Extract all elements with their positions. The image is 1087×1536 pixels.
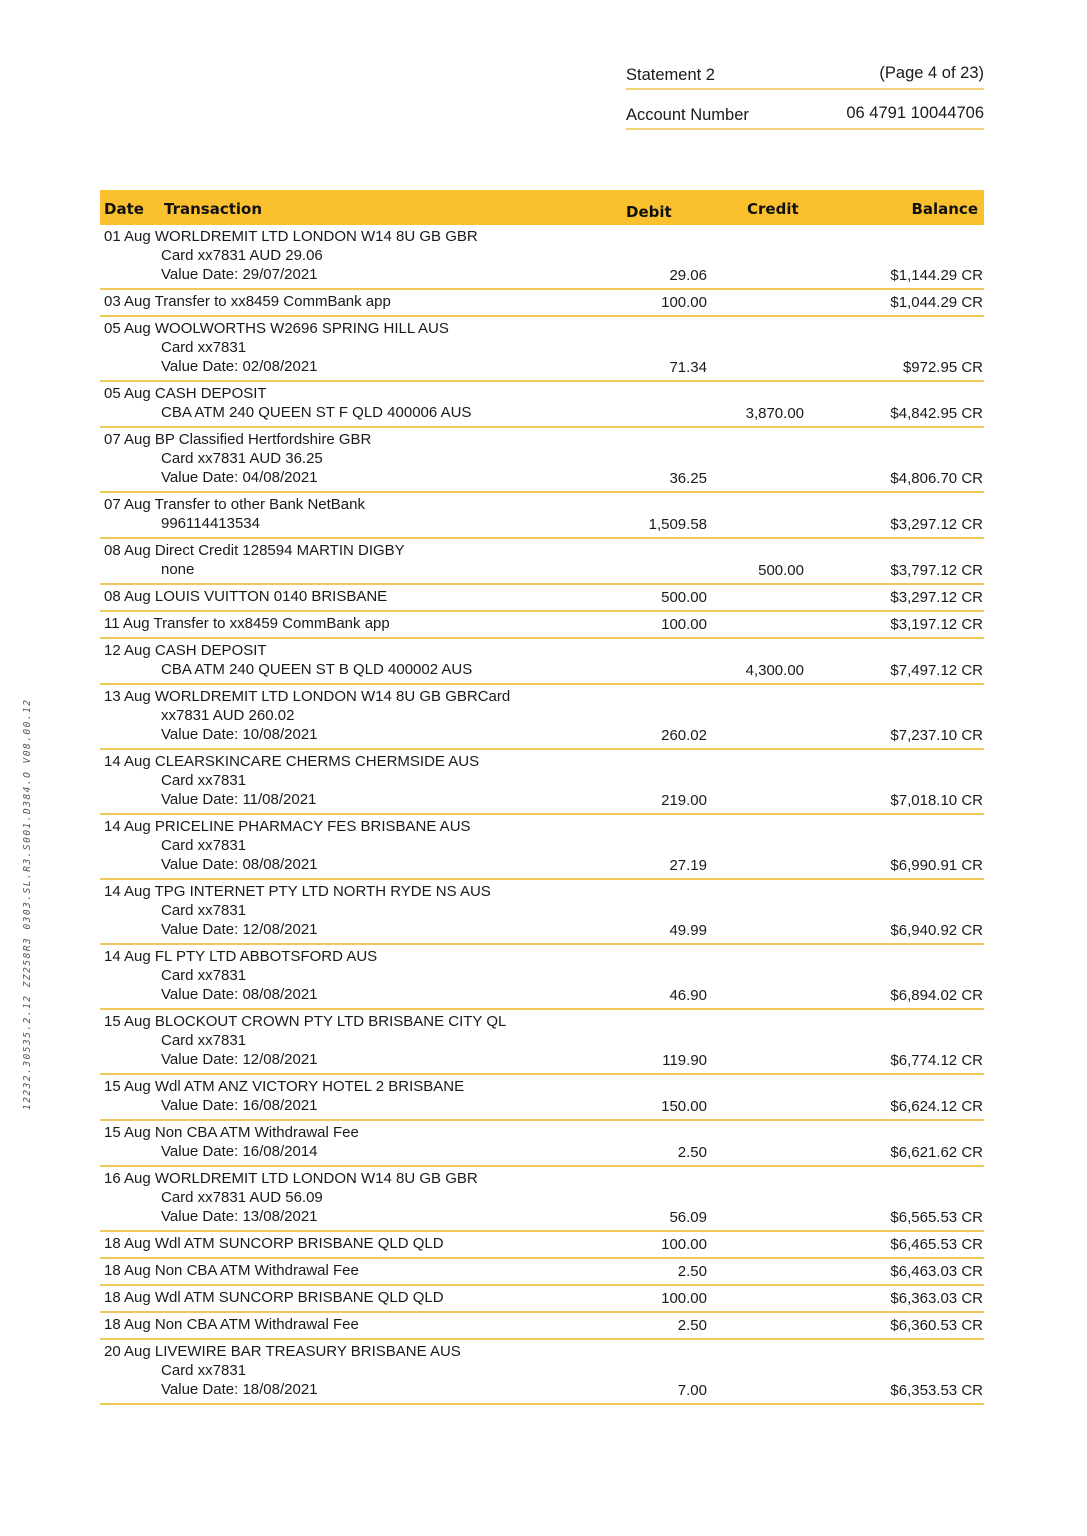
header-transaction: Transaction [164, 200, 263, 218]
balance-amount: $3,297.12 CR [890, 589, 983, 606]
transaction-description [100, 585, 984, 610]
transaction-line: 07 Aug BP Classified Hertfordshire GBR [104, 431, 372, 448]
transaction-detail: Value Date: 29/07/2021 [161, 266, 318, 283]
transaction-line: 08 Aug Direct Credit 128594 MARTIN DIGBY [104, 542, 405, 559]
transaction-description [100, 1121, 984, 1165]
debit-amount: 29.06 [669, 267, 707, 284]
transaction-line: 16 Aug WORLDREMIT LTD LONDON W14 8U GB GBR [104, 1170, 478, 1187]
table-row [100, 539, 984, 585]
transaction-detail: CBA ATM 240 QUEEN ST B QLD 400002 AUS [161, 661, 473, 678]
header-credit: Credit [747, 200, 799, 218]
table-row [100, 1121, 984, 1167]
table-row [100, 225, 984, 290]
transaction-description [100, 1313, 984, 1338]
table-row [100, 1313, 984, 1340]
transaction-description [100, 382, 984, 426]
table-row [100, 1259, 984, 1286]
table-row [100, 428, 984, 493]
transaction-description [100, 493, 984, 537]
transaction-line: 05 Aug CASH DEPOSIT [104, 385, 267, 402]
transaction-detail: Card xx7831 AUD 29.06 [161, 247, 323, 264]
table-row [100, 880, 984, 945]
transaction-detail: Card xx7831 AUD 56.09 [161, 1189, 323, 1206]
transaction-description [100, 1259, 984, 1284]
credit-amount: 3,870.00 [745, 405, 804, 422]
balance-amount: $6,940.92 CR [890, 922, 983, 939]
debit-amount: 100.00 [661, 294, 707, 311]
transaction-description [100, 290, 984, 315]
balance-amount: $6,353.53 CR [890, 1382, 983, 1399]
transaction-detail: Card xx7831 [161, 339, 247, 356]
debit-amount: 100.00 [661, 1290, 707, 1307]
statement-header [626, 58, 984, 130]
debit-amount: 2.50 [677, 1317, 707, 1334]
debit-amount: 27.19 [669, 857, 707, 874]
table-row [100, 290, 984, 317]
balance-amount: $6,363.03 CR [890, 1290, 983, 1307]
balance-amount: $6,624.12 CR [890, 1098, 983, 1115]
balance-amount: $1,044.29 CR [890, 294, 983, 311]
transaction-detail: Value Date: 12/08/2021 [161, 1051, 318, 1068]
balance-amount: $6,894.02 CR [890, 987, 983, 1004]
transaction-detail: Card xx7831 [161, 902, 247, 919]
debit-amount: 100.00 [661, 1236, 707, 1253]
transaction-description [100, 685, 984, 748]
transaction-detail: Value Date: 04/08/2021 [161, 469, 318, 486]
transaction-detail: Value Date: 02/08/2021 [161, 358, 318, 375]
transaction-line: 18 Aug Wdl ATM SUNCORP BRISBANE QLD QLD [104, 1235, 444, 1252]
transaction-detail: Value Date: 11/08/2021 [161, 791, 317, 808]
table-row [100, 1340, 984, 1405]
balance-amount: $6,774.12 CR [890, 1052, 983, 1069]
table-row [100, 945, 984, 1010]
transaction-line: 08 Aug LOUIS VUITTON 0140 BRISBANE [104, 588, 388, 605]
transaction-line: 18 Aug Wdl ATM SUNCORP BRISBANE QLD QLD [104, 1289, 444, 1306]
transaction-detail: 996114413534 [161, 515, 260, 532]
transaction-detail: Value Date: 10/08/2021 [161, 726, 318, 743]
transaction-line: 14 Aug FL PTY LTD ABBOTSFORD AUS [104, 948, 378, 965]
balance-amount: $6,621.62 CR [890, 1144, 983, 1161]
table-row [100, 317, 984, 382]
transaction-detail: Card xx7831 [161, 967, 247, 984]
account-row [626, 98, 984, 130]
transaction-line: 18 Aug Non CBA ATM Withdrawal Fee [104, 1262, 359, 1279]
transaction-line: 15 Aug Wdl ATM ANZ VICTORY HOTEL 2 BRISBANE [104, 1078, 465, 1095]
table-row [100, 1075, 984, 1121]
table-row [100, 1167, 984, 1232]
account-number: 06 4791 10044706 [846, 104, 984, 122]
transaction-detail: Value Date: 13/08/2021 [161, 1208, 318, 1225]
transaction-description [100, 612, 984, 637]
transaction-detail: Card xx7831 [161, 772, 247, 789]
balance-amount: $972.95 CR [902, 359, 983, 376]
debit-amount: 2.50 [677, 1144, 707, 1161]
balance-amount: $7,018.10 CR [890, 792, 983, 809]
side-reference-code: 12232.30535.2.12 ZZ258R3 0303.SL.R3.S001.D384.O V08.00.12 [22, 698, 33, 1110]
transaction-description [100, 428, 984, 491]
transaction-detail: Value Date: 18/08/2021 [161, 1381, 318, 1398]
table-header [100, 190, 984, 225]
transaction-description [100, 1286, 984, 1311]
credit-amount: 500.00 [758, 562, 804, 579]
header-balance: Balance [911, 200, 978, 218]
transaction-detail: Card xx7831 [161, 837, 247, 854]
transaction-line: 11 Aug Transfer to xx8459 CommBank app [104, 615, 390, 632]
page-info: (Page 4 of 23) [879, 64, 984, 82]
transaction-line: 14 Aug PRICELINE PHARMACY FES BRISBANE AUS [104, 818, 471, 835]
debit-amount: 100.00 [661, 616, 707, 633]
transaction-detail: Card xx7831 [161, 1362, 247, 1379]
header-date: Date [104, 200, 144, 218]
transaction-line: 20 Aug LIVEWIRE BAR TREASURY BRISBANE AUS [104, 1343, 461, 1360]
transaction-line: 18 Aug Non CBA ATM Withdrawal Fee [104, 1316, 359, 1333]
transaction-line: 03 Aug Transfer to xx8459 CommBank app [104, 293, 391, 310]
transaction-line: 15 Aug BLOCKOUT CROWN PTY LTD BRISBANE CITY QL [104, 1013, 507, 1030]
table-row [100, 1010, 984, 1075]
table-body [100, 225, 984, 1405]
transaction-detail: none [161, 561, 195, 578]
balance-amount: $4,806.70 CR [890, 470, 983, 487]
table-row [100, 1286, 984, 1313]
debit-amount: 150.00 [661, 1098, 707, 1115]
debit-amount: 49.99 [669, 922, 707, 939]
statement-row [626, 58, 984, 90]
balance-amount: $3,297.12 CR [890, 516, 983, 533]
balance-amount: $3,197.12 CR [890, 616, 983, 633]
transaction-description [100, 539, 984, 583]
transaction-line: 05 Aug WOOLWORTHS W2696 SPRING HILL AUS [104, 320, 449, 337]
credit-amount: 4,300.00 [745, 662, 804, 679]
transaction-line: 14 Aug CLEARSKINCARE CHERMS CHERMSIDE AUS [104, 753, 480, 770]
account-label: Account Number [626, 106, 749, 124]
balance-amount: $6,990.91 CR [890, 857, 983, 874]
balance-amount: $7,497.12 CR [890, 662, 983, 679]
balance-amount: $7,237.10 CR [890, 727, 983, 744]
balance-amount: $4,842.95 CR [890, 405, 983, 422]
table-row [100, 493, 984, 539]
debit-amount: 1,509.58 [648, 516, 707, 533]
transaction-line: 14 Aug TPG INTERNET PTY LTD NORTH RYDE NS AUS [104, 883, 491, 900]
debit-amount: 219.00 [661, 792, 707, 809]
table-row [100, 750, 984, 815]
transaction-detail: Value Date: 08/08/2021 [161, 856, 318, 873]
transaction-description [100, 750, 984, 813]
debit-amount: 46.90 [669, 987, 707, 1004]
table-row [100, 585, 984, 612]
header-debit: Debit [626, 203, 672, 221]
debit-amount: 119.90 [662, 1052, 707, 1069]
transaction-detail: Card xx7831 AUD 36.25 [161, 450, 323, 467]
transaction-detail: Card xx7831 [161, 1032, 247, 1049]
transaction-description [100, 1340, 984, 1403]
debit-amount: 36.25 [669, 470, 707, 487]
table-row [100, 612, 984, 639]
debit-amount: 500.00 [661, 589, 707, 606]
transaction-description [100, 945, 984, 1008]
transaction-description [100, 815, 984, 878]
transaction-description [100, 225, 984, 288]
transaction-detail: xx7831 AUD 260.02 [161, 707, 295, 724]
transaction-table [100, 190, 984, 1405]
debit-amount: 2.50 [677, 1263, 707, 1280]
statement-label: Statement 2 [626, 66, 715, 84]
transaction-detail: CBA ATM 240 QUEEN ST F QLD 400006 AUS [161, 404, 472, 421]
transaction-detail: Value Date: 16/08/2014 [161, 1143, 318, 1160]
transaction-detail: Value Date: 12/08/2021 [161, 921, 318, 938]
transaction-description [100, 1232, 984, 1257]
debit-amount: 71.34 [669, 359, 707, 376]
balance-amount: $1,144.29 CR [890, 267, 983, 284]
transaction-line: 01 Aug WORLDREMIT LTD LONDON W14 8U GB GBR [104, 228, 478, 245]
transaction-line: 12 Aug CASH DEPOSIT [104, 642, 267, 659]
transaction-description [100, 1010, 984, 1073]
balance-amount: $6,465.53 CR [890, 1236, 983, 1253]
table-row [100, 382, 984, 428]
transaction-detail: Value Date: 08/08/2021 [161, 986, 318, 1003]
transaction-line: 15 Aug Non CBA ATM Withdrawal Fee [104, 1124, 359, 1141]
transaction-description [100, 639, 984, 683]
transaction-line: 13 Aug WORLDREMIT LTD LONDON W14 8U GB GBRCard [104, 688, 511, 705]
table-row [100, 815, 984, 880]
balance-amount: $6,463.03 CR [890, 1263, 983, 1280]
balance-amount: $6,360.53 CR [890, 1317, 983, 1334]
transaction-description [100, 880, 984, 943]
transaction-detail: Value Date: 16/08/2021 [161, 1097, 318, 1114]
table-row [100, 1232, 984, 1259]
transaction-description [100, 1075, 984, 1119]
balance-amount: $3,797.12 CR [890, 562, 983, 579]
transaction-description [100, 317, 984, 380]
balance-amount: $6,565.53 CR [890, 1209, 983, 1226]
transaction-line: 07 Aug Transfer to other Bank NetBank [104, 496, 365, 513]
table-row [100, 685, 984, 750]
transaction-description [100, 1167, 984, 1230]
debit-amount: 260.02 [661, 727, 707, 744]
debit-amount: 7.00 [677, 1382, 707, 1399]
table-row [100, 639, 984, 685]
debit-amount: 56.09 [669, 1209, 707, 1226]
